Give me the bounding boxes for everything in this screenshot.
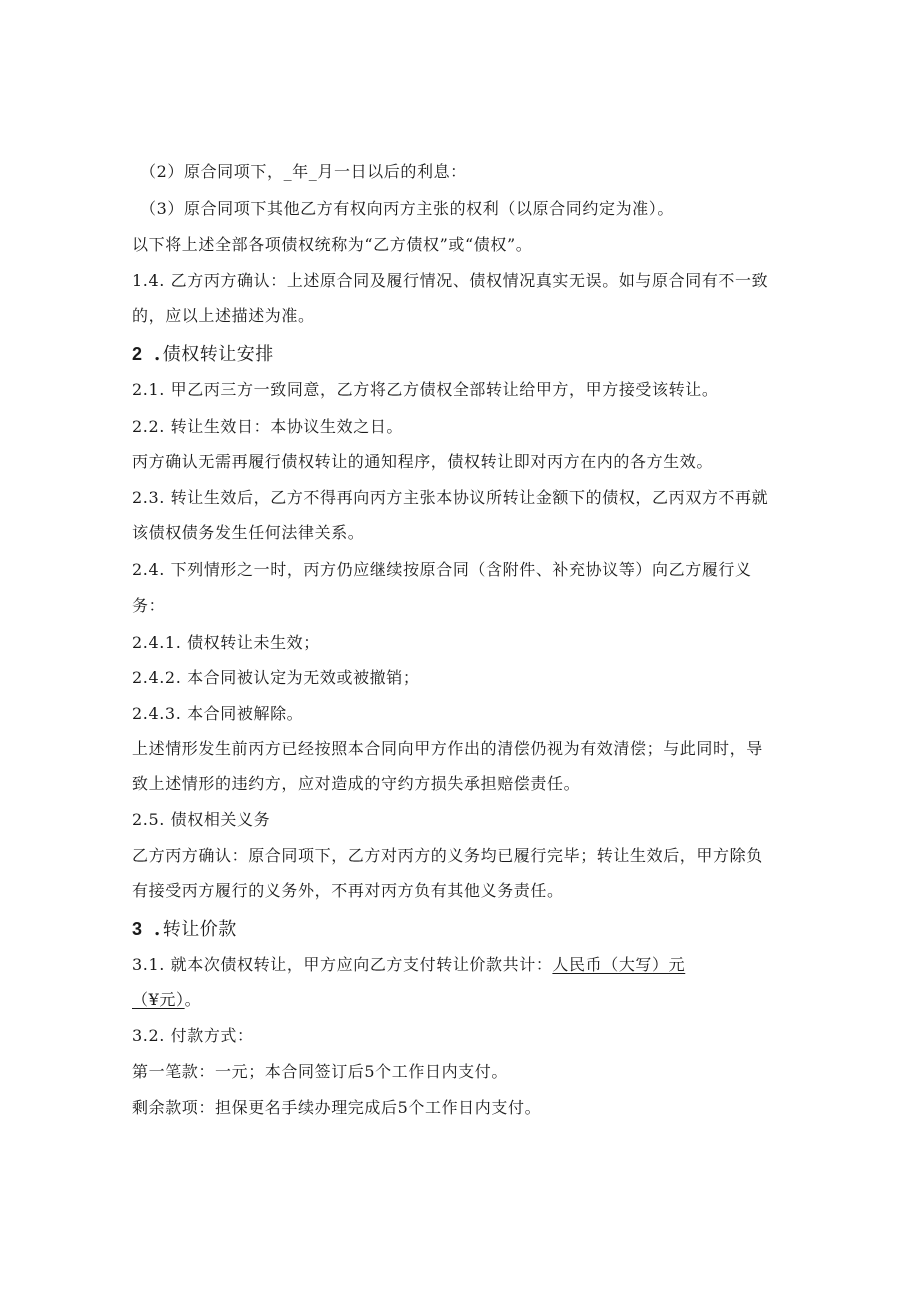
clause-2-1: 2.1. 甲乙丙三方一致同意，乙方将乙方债权全部转让给甲方，甲方接受该转让。: [132, 380, 719, 399]
clause-2-4: 2.4. 下列情形之一时，丙方仍应继续按原合同（含附件、补充协议等）向乙方履行义: [132, 560, 752, 579]
section-title: 债权转让安排: [162, 344, 274, 365]
price-prefix: 3.1. 就本次债权转让，甲方应向乙方支付转让价款共计：: [132, 955, 553, 974]
paragraph-prior-performance: 上述情形发生前丙方已经按照本合同向甲方作出的清偿仍视为有效清偿；与此同时，导: [132, 739, 763, 758]
paragraph-remaining-payment: 剩余款项：担保更名手续办理完成后5个工作日内支付。: [132, 1098, 542, 1117]
paragraph-notice-waiver: 丙方确认无需再履行债权转让的通知程序，债权转让即对丙方在内的各方生效。: [132, 452, 714, 471]
clause-2-4-cont: 务：: [132, 596, 166, 615]
clause-2-4-3: 2.4.3. 本合同被解除。: [132, 704, 304, 723]
clause-3-2: 3.2. 付款方式：: [132, 1026, 254, 1045]
clause-2-3: 2.3. 转让生效后，乙方不得再向丙方主张本协议所转让金额下的债权，乙丙双方不再就: [132, 488, 769, 507]
clause-2-3-cont: 该债权债务发生任何法律关系。: [132, 523, 365, 542]
section-number: 3: [132, 919, 143, 939]
clause-2-4-2: 2.4.2. 本合同被认定为无效或被撤销；: [132, 668, 420, 687]
price-in-figures-field: （¥元）: [132, 990, 185, 1009]
clause-1-4: 1.4. 乙方丙方确认：上述原合同及履行情况、债权情况真实无误。如与原合同有不一致: [132, 271, 769, 290]
paragraph-prior-performance-cont: 致上述情形的违约方，应对造成的守约方损失承担赔偿责任。: [132, 774, 581, 793]
paragraph-claims-definition: 以下将上述全部各项债权统称为“乙方债权”或“债权”。: [132, 235, 533, 254]
paragraph-obligations: 乙方丙方确认：原合同项下，乙方对丙方的义务均已履行完毕；转让生效后，甲方除负: [132, 846, 763, 865]
clause-1-4-cont: 的，应以上述描述为准。: [132, 306, 315, 325]
section-heading-2: [132, 342, 274, 367]
paragraph-other-rights: （3）原合同项下其他乙方有权向丙方主张的权利（以原合同约定为准）。: [140, 199, 674, 218]
section-separator: .: [154, 344, 161, 365]
clause-2-4-1: 2.4.1. 债权转让未生效；: [132, 633, 320, 652]
section-number: 2: [132, 344, 143, 364]
section-title: 转让价款: [162, 919, 237, 940]
paragraph-first-payment: 第一笔款：一元；本合同签订后5个工作日内支付。: [132, 1062, 508, 1081]
clause-2-5: 2.5. 债权相关义务: [132, 810, 271, 829]
clause-3-1-cont: [132, 990, 792, 1010]
paragraph-obligations-cont: 有接受丙方履行的义务外，不再对丙方负有其他义务责任。: [132, 881, 564, 900]
section-separator: .: [154, 919, 161, 940]
section-heading-3: [132, 917, 237, 942]
clause-3-1: [132, 955, 792, 975]
clause-2-2: 2.2. 转让生效日：本协议生效之日。: [132, 417, 404, 436]
paragraph-interest: （2）原合同项下，_年_月一日以后的利息：: [140, 162, 467, 181]
price-end: 。: [184, 990, 202, 1009]
price-in-words-field: 人民币（大写）元: [552, 955, 686, 974]
